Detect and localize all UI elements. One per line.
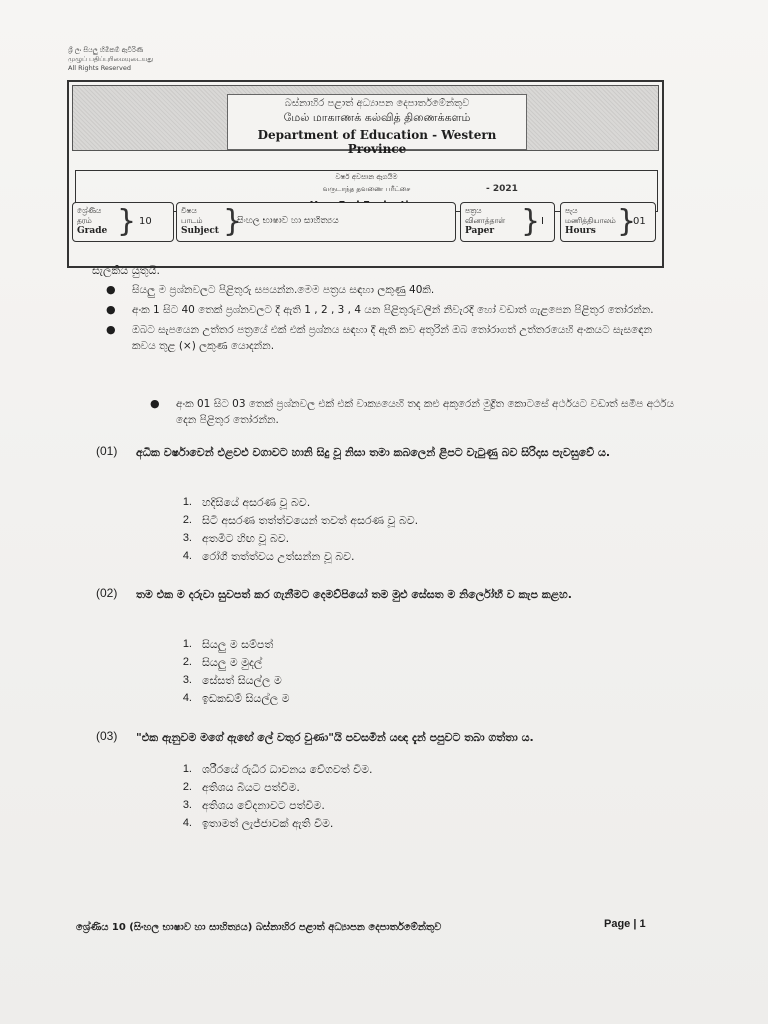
brace-icon: } — [521, 204, 541, 239]
instructions-heading: සැලකිය යුතුයි. — [92, 264, 160, 277]
option-text: අතිශය වේදනාවට පත්වීම. — [202, 799, 325, 812]
question-text: "එක ඇනුවම මගේ ඇඟේ ලේ වතුර වුණා"යි පවසමින් යඥ දැන් පපුවට තබා ගත්තා ය. — [136, 731, 534, 744]
answer-option[interactable] — [174, 817, 594, 835]
grade-value: 10 — [139, 216, 152, 227]
department-name-sinhala: බස්නාහිර පළාත් අධ්‍යාපන දෙපාර්තමේන්තුව — [284, 98, 470, 109]
instruction-item — [106, 302, 666, 318]
grade-label — [77, 206, 107, 236]
subject-label-tamil: பாடம் — [181, 216, 203, 225]
paper-field — [460, 202, 555, 242]
copyright-english: All Rights Reserved — [68, 64, 131, 72]
subject-label — [181, 206, 219, 236]
option-text: හදිසියේ අසරණ වූ බව. — [202, 496, 311, 509]
option-number: 1. — [182, 496, 192, 508]
answer-option[interactable] — [174, 514, 594, 532]
option-text: අතිශය බියට පත්වීම. — [202, 781, 300, 794]
paper-value: I — [541, 216, 544, 227]
instruction-item — [106, 322, 666, 354]
hours-label — [565, 206, 616, 236]
bullet-icon: ● — [150, 397, 160, 410]
department-title — [227, 94, 527, 156]
hours-value: 01 — [633, 216, 646, 227]
copyright-notice — [68, 46, 153, 73]
answer-options — [174, 638, 594, 710]
paper-label-english: Paper — [465, 226, 495, 236]
option-number: 2. — [182, 514, 192, 526]
exam-name-tamil-row — [76, 185, 657, 194]
question-text: අධික වර්ෂාවෙන් එළවළු වගාවට හානි සිදු වූ නිසා තමා කබලෙන් ළිපට වැටුණු බව සිරිදාස පැවසුවේ ය. — [136, 446, 611, 459]
exam-year: - 2021 — [486, 184, 518, 194]
grade-label-sinhala: ශ්‍රේණිය — [77, 206, 102, 215]
page-number: Page | 1 — [604, 918, 646, 930]
answer-option[interactable] — [174, 656, 594, 674]
option-text: සේසත් සියල්ල ම — [202, 674, 282, 687]
option-number: 2. — [182, 656, 192, 668]
instructions-list — [106, 282, 666, 358]
answer-option[interactable] — [174, 550, 594, 568]
page-footer: ශ්‍රේණිය 10 (සිංහල භාෂාව හා සාහිත්‍යය) බස්නාහිර පළාත් අධ්‍යාපන දෙපාර්තමේන්තුව — [76, 922, 442, 933]
bullet-icon: ● — [106, 323, 116, 336]
answer-options — [174, 763, 594, 835]
paper-label-tamil: வினாத்தாள் — [465, 216, 506, 225]
option-number: 2. — [182, 781, 192, 793]
brace-icon: } — [117, 204, 137, 239]
question-number: (02) — [96, 586, 118, 600]
option-number: 3. — [182, 674, 192, 686]
paper-label-sinhala: පත්‍රය — [465, 206, 482, 215]
department-name-english: Department of Education - Western Province — [257, 128, 497, 156]
option-text: සිටි අසරණ තත්ත්වයෙන් තවත් අසරණ වූ බව. — [202, 514, 419, 527]
hours-label-sinhala: පැය — [565, 206, 578, 215]
subject-label-english: Subject — [181, 226, 219, 236]
question-text: තම එක ම දරුවා සුවපත් කර ගැනීමට දෙමව්පියෝ තම මුළු සේසත ම නිර්ලෝභී ව කැප කළහ. — [136, 588, 572, 601]
option-number: 1. — [182, 638, 192, 650]
paper-details-row — [72, 202, 661, 248]
hours-label-english: Hours — [565, 226, 596, 236]
bullet-icon: ● — [106, 283, 116, 296]
exam-name-tamil: வருடாந்த தவணை பரீட்சை — [322, 185, 411, 193]
hours-label-tamil: மணித்தியாலம் — [565, 216, 616, 225]
option-number: 3. — [182, 532, 192, 544]
option-number: 4. — [182, 692, 192, 704]
subject-field — [176, 202, 456, 242]
brace-icon: } — [223, 204, 243, 239]
answer-option[interactable] — [174, 799, 594, 817]
section-instruction — [150, 396, 676, 428]
answer-option[interactable] — [174, 638, 594, 656]
subject-label-sinhala: විෂය — [181, 206, 197, 215]
grade-field — [72, 202, 174, 242]
option-number: 4. — [182, 550, 192, 562]
section-instruction-text: අංක 01 සිට 03 තෙක් ප්‍රශ්නවල එක් එක් වාක්‍යයෙහි තද කළු අකුරෙන් මුද්‍රිත කොටසේ අර්ථයට වඩාත් සමීප අර්ථය දෙන පිළිතුර තෝරන්න. — [176, 398, 675, 426]
department-name-tamil: மேல் மாகாணக் கல்வித் திணைக்களம் — [283, 111, 471, 124]
option-number: 3. — [182, 799, 192, 811]
option-text: ශරීරයේ රුධිර ධාවනය වේගවත් වීම. — [202, 763, 373, 776]
answer-option[interactable] — [174, 692, 594, 710]
answer-option[interactable] — [174, 781, 594, 799]
option-text: අතමිට හිඟ වූ බව. — [202, 532, 290, 545]
subject-value: සිංහල භාෂාව හා සාහිත්‍යය — [237, 216, 339, 226]
department-banner — [72, 85, 659, 156]
answer-option[interactable] — [174, 763, 594, 781]
brace-icon: } — [617, 204, 637, 239]
bullet-icon: ● — [106, 303, 116, 316]
question-number: (01) — [96, 444, 118, 458]
option-number: 1. — [182, 763, 192, 775]
instruction-text: සියලු ම ප්‍රශ්නවලට පිළිතුරු සපයන්න.මෙම පත්‍රය සඳහා ලකුණු 40කි. — [132, 284, 435, 296]
paper-label — [465, 206, 505, 236]
answer-option[interactable] — [174, 496, 594, 514]
option-text: ඉඩකඩම් සියල්ල ම — [202, 692, 290, 705]
option-text: සියලු ම මුදල් — [202, 656, 263, 669]
hours-field — [560, 202, 656, 242]
copyright-tamil: முழுப் பதிப்புரிமையுடையது — [68, 55, 154, 63]
option-text: රෝගී තත්ත්වය උත්සන්න වූ බව. — [202, 550, 355, 563]
option-number: 4. — [182, 817, 192, 829]
instruction-text: අංක 1 සිට 40 තෙක් ප්‍රශ්නවලට දී ඇති 1 , 2 , 3 , 4 යන පිළිතුරුවලින් නිවැරදි හෝ වඩාත් ගැළපෙන පිළිතුර තෝරන්න. — [132, 304, 654, 316]
instruction-text: ඔබට සැපයෙන උත්තර පත්‍රයේ එක් එක් ප්‍රශ්නය සඳහා දී ඇති කව අතුරින් ඔබ තෝරාගත් උත්තරයෙහි අංකයට සැසඳෙන කවය තුළ (×) ලකුණ යොදන්න. — [132, 324, 653, 352]
copyright-sinhala: ශ්‍රී ලං සියලු හිමිකම් ඇවිරිණි — [68, 46, 144, 54]
grade-label-english: Grade — [77, 226, 108, 236]
answer-options — [174, 496, 594, 568]
option-text: සියලු ම සම්පත් — [202, 638, 274, 651]
instruction-item — [106, 282, 666, 298]
grade-label-tamil: தரம் — [77, 216, 92, 225]
question-number: (03) — [96, 729, 118, 743]
exam-name-sinhala: වර්ෂ අවසාන ඇගයීම — [335, 173, 398, 181]
answer-option[interactable] — [174, 532, 594, 550]
option-text: ඉතාමත් ලැජ්ජාවක් ඇති වීම. — [202, 817, 334, 830]
paper-header — [67, 80, 664, 268]
answer-option[interactable] — [174, 674, 594, 692]
